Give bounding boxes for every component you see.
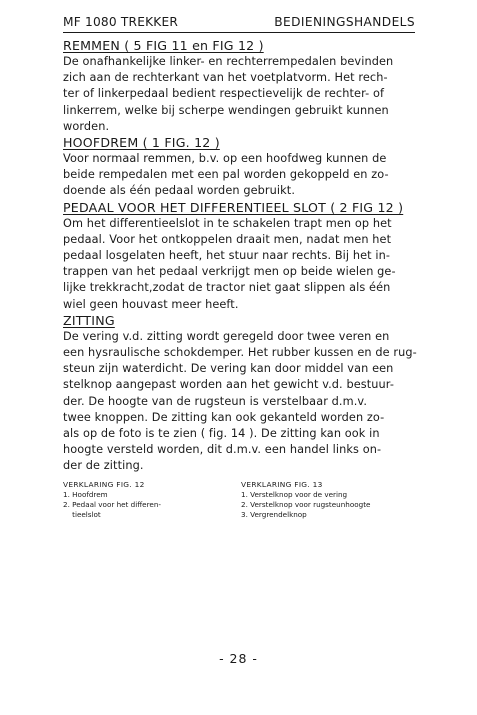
section-hoofdrem: [63, 135, 421, 200]
page-body: [63, 38, 421, 475]
header-model: MF 1080 TREKKER: [63, 15, 179, 29]
text-line: Voor normaal remmen, b.v. op een hoofdweg kunnen de: [63, 152, 387, 166]
text-line: zich aan de rechterkant van het voetplatvorm. Het rech-: [63, 71, 388, 85]
text-line: twee knoppen. De zitting kan ook gekanteld worden zo-: [63, 410, 385, 424]
section-title: ZITTING: [63, 312, 115, 328]
text-line: pedaal. Voor het ontkoppelen draait men, nadat men het: [63, 232, 392, 246]
text-line: linkerrem, welke bij scherpe wendingen gebruikt kunnen: [63, 103, 389, 117]
text-line: der. De hoogte van de rugsteun is verstelbaar d.m.v.: [63, 394, 368, 408]
section-title: HOOFDREM ( 1 FIG. 12 ): [63, 135, 220, 151]
section-remmen: [63, 38, 421, 135]
page-number: - 28 -: [219, 651, 258, 666]
text-line: trappen van het pedaal verkrijgt men op beide wielen ge-: [63, 265, 396, 279]
text-line: pedaal losgelaten heeft, het stuur naar rechts. Bij het in-: [63, 249, 391, 263]
section-paragraph: [63, 329, 421, 475]
section-paragraph: [63, 151, 421, 200]
text-line: een hysraulische schokdemper. Het rubber kussen en de rug-: [63, 346, 417, 360]
text-line: stelknop aangepast worden aan het gewicht v.d. bestuur-: [63, 378, 394, 392]
text-line: beide rempedalen met een pal worden gekoppeld en zo-: [63, 168, 389, 182]
text-line: als op de foto is te zien ( fig. 14 ). De zitting kan ook in: [63, 427, 380, 441]
caption-item: 3. Vergrendelknop: [241, 510, 307, 519]
section-title: PEDAAL VOOR HET DIFFERENTIEEL SLOT ( 2 FIG 12 ): [63, 199, 404, 215]
text-line: der de zitting.: [63, 459, 144, 473]
caption-item: 2. Verstelknop voor rugsteunhoogte: [241, 500, 371, 509]
caption-fig-12: [63, 480, 238, 520]
text-line: hoogte versteld worden, dit d.m.v. een handel links on-: [63, 443, 382, 457]
section-paragraph: [63, 54, 421, 135]
text-line: doende als één pedaal worden gebruikt.: [63, 184, 296, 198]
header-chapter: BEDIENINGSHANDELS: [274, 15, 415, 29]
text-line: De onafhankelijke linker- en rechterrempedalen bevinden: [63, 55, 394, 68]
text-line: Om het differentieelslot in te schakelen trapt men op het: [63, 216, 392, 230]
caption-item: 1. Verstelknop voor de vering: [241, 490, 348, 499]
caption-title: VERKLARING FIG. 13: [241, 480, 323, 489]
caption-item: tieelslot: [63, 510, 101, 519]
caption-item: 2. Pedaal voor het differen-: [63, 500, 161, 509]
text-line: steun zijn waterdicht. De vering kan door middel van een: [63, 362, 394, 376]
caption-item: 1. Hoofdrem: [63, 490, 108, 499]
section-paragraph: [63, 216, 421, 313]
caption-fig-13: [241, 480, 416, 520]
text-line: ter of linkerpedaal bedient respectievelijk de rechter- of: [63, 87, 385, 101]
text-line: lijke trekkracht,zodat de tractor niet gaat slippen als één: [63, 281, 391, 295]
section-differentieelslot: [63, 200, 421, 313]
text-line: De vering v.d. zitting wordt geregeld door twee veren en: [63, 329, 390, 343]
section-title: REMMEN ( 5 FIG 11 en FIG 12 ): [63, 38, 264, 53]
text-line: wiel geen houvast meer heeft.: [63, 297, 239, 311]
page-header: [63, 12, 415, 33]
caption-title: VERKLARING FIG. 12: [63, 480, 145, 489]
text-line: worden.: [63, 119, 110, 133]
section-zitting: [63, 313, 421, 475]
